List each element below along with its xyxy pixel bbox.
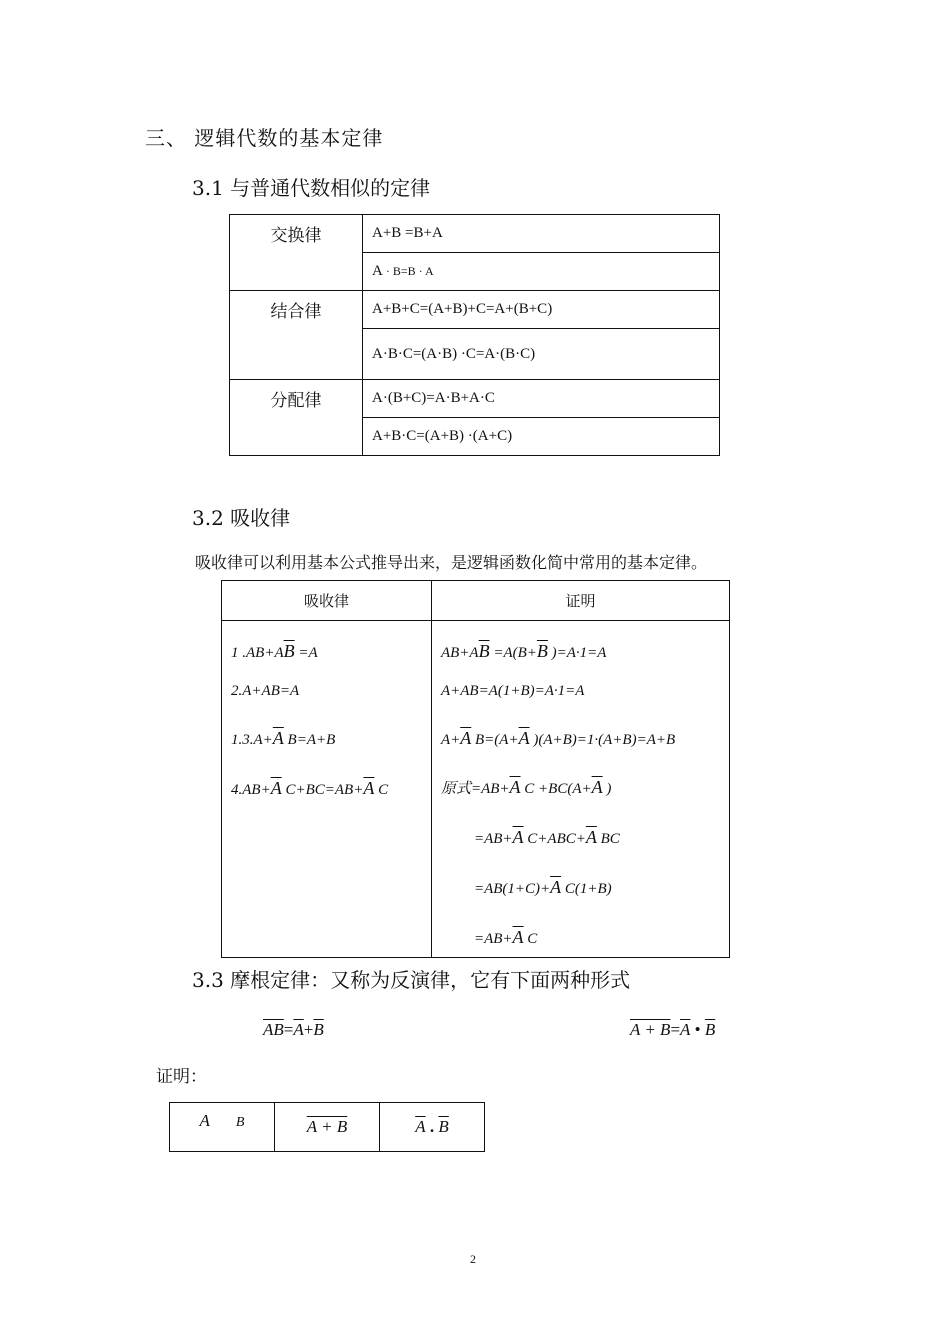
absorption-intro: 吸收律可以利用基本公式推导出来，是逻辑函数化简中常用的基本定律。 [195, 553, 708, 572]
formula [363, 253, 720, 291]
subsection-3-1-heading: 3.1 与普通代数相似的定律 [192, 176, 431, 200]
negated-var: $\overline{B}$ [283, 641, 295, 661]
negated-var: $\overline{A}$ [550, 877, 562, 897]
law-name-commutative: 交换律 [230, 215, 363, 291]
negated-var: $\overline{A}$ [460, 728, 472, 748]
proof-text: BC [596, 831, 620, 847]
proof-text: C +BC(A+ [520, 781, 592, 797]
negated-var: $\overline{A}$ [518, 728, 530, 748]
absorption-table [221, 580, 730, 958]
law-text: C+BC=AB+ [281, 782, 364, 798]
proof-text: 原式=AB+ [440, 781, 510, 797]
cell-not-a-and-not-b [380, 1103, 485, 1152]
formula: A·(B+C)=A·B+A·C [363, 380, 720, 418]
proof-text: A+AB=A(1+B)=A·1=A [440, 683, 585, 699]
formula-part: = [283, 1020, 294, 1039]
formula: A+B+C=(A+B)+C=A+(B+C) [363, 291, 720, 329]
law-text: 1.3.A+ [231, 732, 273, 748]
formula-part: $\overline{A}$ [680, 1020, 691, 1039]
formula-part: · B=B · A [382, 264, 434, 278]
proof-text: ) [602, 781, 612, 797]
proofs-cell [431, 621, 729, 958]
negated-var: $\overline{B}$ [536, 641, 548, 661]
formula-part: $\overline{A}$ [415, 1117, 426, 1136]
formula: A·B·C=(A·B) ·C=A·(B·C) [363, 329, 720, 380]
proof-text: )=A·1=A [547, 645, 607, 661]
law-name-distributive: 分配律 [230, 380, 363, 456]
subsection-3-3-heading: 3.3 摩根定律：又称为反演律，它有下面两种形式 [192, 968, 631, 992]
proof-line [441, 683, 585, 700]
negated-var: $\overline{A}$ [272, 728, 284, 748]
subsection-3-2-heading: 3.2 吸收律 [192, 506, 291, 530]
proof-label: 证明： [156, 1067, 207, 1087]
law-text: 1 .AB+A [231, 645, 284, 661]
law-text: =A [294, 645, 318, 661]
var-b: B [235, 1115, 245, 1130]
laws-cell [222, 621, 432, 958]
proof-text: C(1+B) [561, 881, 612, 897]
proof-line [441, 777, 611, 798]
proof-text: C [523, 931, 538, 947]
formula-part: $\overline{AB}$ [263, 1020, 284, 1039]
cell-a-b [170, 1103, 275, 1152]
proof-text: =AB+ [473, 831, 513, 847]
formula-part: $\overline{A}$ [293, 1020, 304, 1039]
formula-part: $\overline{B}$ [438, 1117, 449, 1136]
negated-var: $\overline{A}$ [512, 827, 524, 847]
proof-text: A+ [440, 732, 461, 748]
negated-var: $\overline{A}$ [270, 778, 282, 798]
column-header-law: 吸收律 [222, 581, 432, 621]
cell-not-a-or-b [275, 1103, 380, 1152]
formula-part: A [372, 263, 383, 279]
negated-var: $\overline{A}$ [512, 927, 524, 947]
demorgan-proof-table [169, 1102, 485, 1152]
formula-part: . [425, 1117, 439, 1136]
negated-var: $\overline{A}$ [509, 777, 521, 797]
law-line [231, 683, 299, 700]
formula-part: A + B [306, 1117, 348, 1136]
proof-text: =AB+ [473, 931, 513, 947]
law-line [231, 728, 335, 749]
proof-line [474, 827, 620, 848]
demorgan-formula-2 [630, 1020, 715, 1040]
formula-part: $\overline{B}$ [704, 1020, 716, 1039]
formula: A+B =B+A [363, 215, 720, 253]
proof-line [441, 728, 675, 749]
page-number: 2 [470, 1252, 476, 1266]
proof-line [441, 641, 607, 662]
negated-var: $\overline{A}$ [585, 827, 597, 847]
similar-laws-table [229, 214, 720, 456]
law-text: C [374, 782, 389, 798]
law-line [231, 641, 318, 662]
column-header-proof: 证明 [431, 581, 729, 621]
law-text: 4.AB+ [231, 782, 271, 798]
law-text: B=A+B [283, 732, 336, 748]
proof-text: AB+A [440, 645, 479, 661]
formula-part: A + B [630, 1020, 671, 1039]
formula: A+B·C=(A+B) ·(A+C) [363, 418, 720, 456]
proof-text: B=(A+ [471, 732, 519, 748]
section-heading: 三、 逻辑代数的基本定律 [145, 126, 384, 150]
formula-part: • [690, 1020, 705, 1039]
proof-line [474, 927, 537, 948]
negated-var: $\overline{A}$ [591, 777, 603, 797]
law-text: 2.A+AB=A [231, 683, 300, 699]
formula-part: = [670, 1020, 681, 1039]
proof-text: C+ABC+ [523, 831, 586, 847]
proof-line [474, 877, 612, 898]
law-line [231, 778, 388, 799]
law-name-associative: 结合律 [230, 291, 363, 380]
formula-part: $\overline{B}$ [313, 1020, 324, 1039]
negated-var: $\overline{A}$ [363, 778, 375, 798]
proof-text: )(A+B)=1·(A+B)=A+B [529, 732, 676, 748]
formula-part: + [303, 1020, 314, 1039]
demorgan-formula-1 [263, 1020, 324, 1040]
negated-var: $\overline{B}$ [478, 641, 490, 661]
proof-text: =A(B+ [489, 645, 537, 661]
proof-text: =AB(1+C)+ [473, 881, 551, 897]
var-a: A [199, 1111, 210, 1130]
